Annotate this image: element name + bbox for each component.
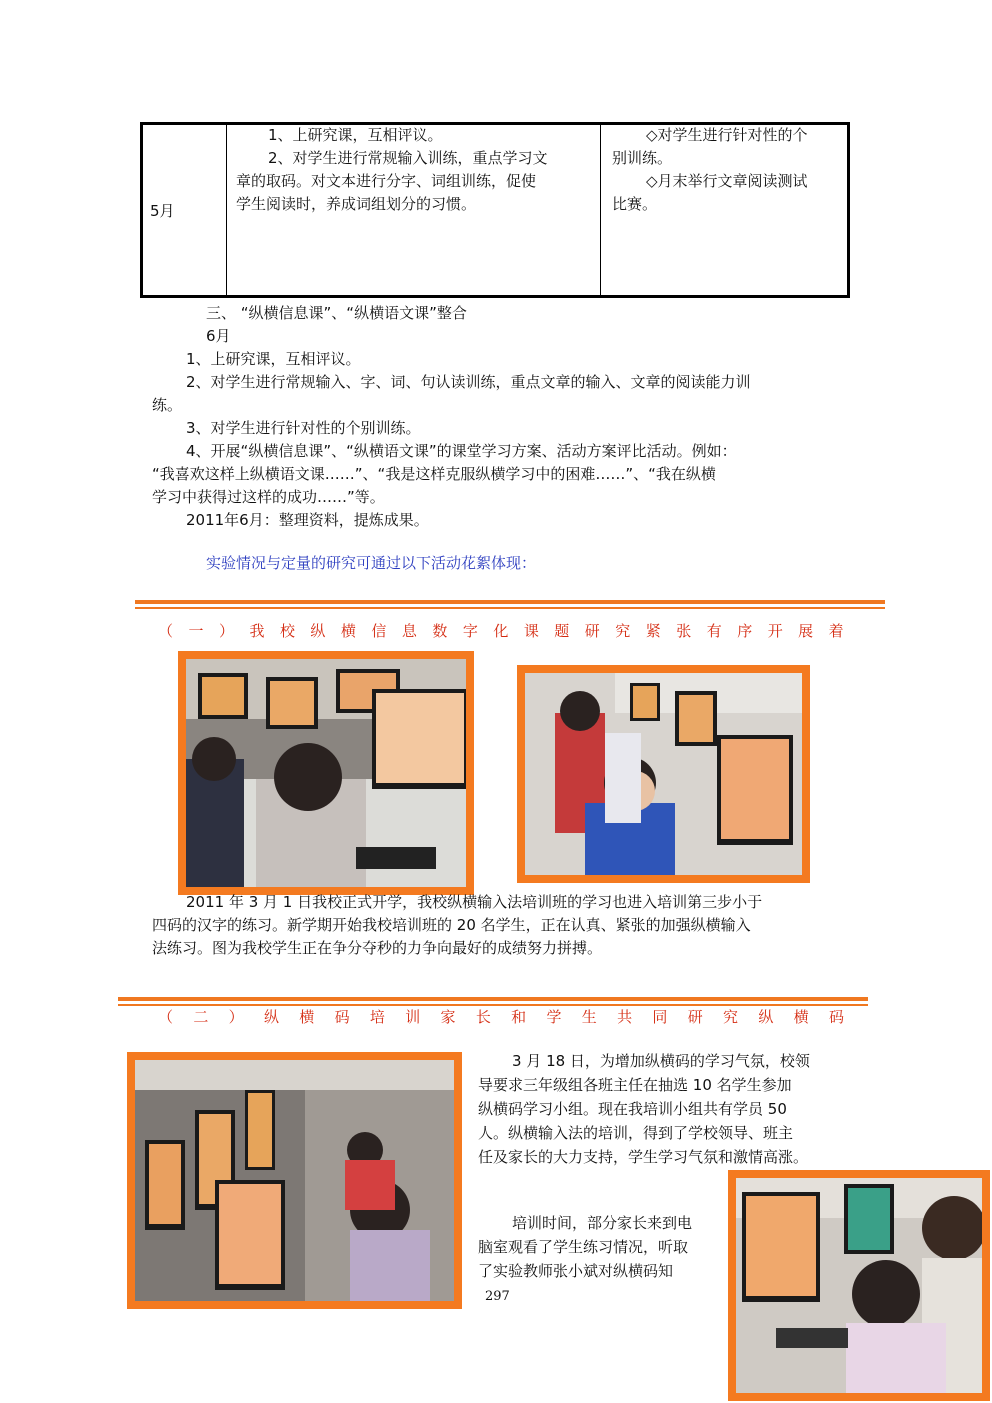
paragraph-line: 培训时间，部分家长来到电 <box>512 1214 693 1232</box>
heading-char: 张 <box>676 622 692 640</box>
heading-char: ） <box>228 1008 244 1026</box>
photo-image <box>135 1060 454 1301</box>
table-content-line: 章的取码。对文本进行分字、词组训练，促使 <box>236 172 537 190</box>
photo-training-lab <box>127 1052 462 1309</box>
heading-char: 研 <box>584 622 600 640</box>
heading-char: 我 <box>249 622 265 640</box>
photo-students-lab-1 <box>178 651 474 895</box>
heading-char: 展 <box>798 622 814 640</box>
intro-text: 实验情况与定量的研究可通过以下活动花絮体现： <box>206 554 537 572</box>
section-month: 6月 <box>206 327 231 345</box>
heading-char: （ <box>158 622 174 640</box>
caption-line: 2011 年 3 月 1 日我校正式开学，我校纵横输入法培训班的学习也进入培训第三步小于 <box>186 893 763 911</box>
paragraph-line: 任及家长的大力支持，学生学习气氛和激情高涨。 <box>478 1148 809 1166</box>
photo-image <box>525 673 802 875</box>
paragraph-line: 了实验教师张小斌对纵横码知 <box>478 1262 674 1280</box>
photo-image <box>186 659 466 887</box>
heading-char: 横 <box>299 1008 315 1026</box>
heading-char: 数 <box>432 622 448 640</box>
heading-char: 横 <box>340 622 356 640</box>
heading-divider <box>135 607 885 609</box>
heading-char: 究 <box>723 1008 739 1026</box>
heading-char: 和 <box>511 1008 527 1026</box>
heading-char: 家 <box>440 1008 456 1026</box>
heading-char: 字 <box>462 622 478 640</box>
heading-divider <box>118 997 868 1001</box>
heading-char: ） <box>218 622 234 640</box>
heading-char: 共 <box>617 1008 633 1026</box>
heading-char: （ <box>158 1008 174 1026</box>
table-notes-line: 别训练。 <box>612 149 673 167</box>
paragraph-line: 脑室观看了学生练习情况，听取 <box>478 1238 689 1256</box>
table-column-divider <box>226 125 227 295</box>
section-line: 1、上研究课，互相评议。 <box>186 350 361 368</box>
heading-char: 开 <box>767 622 783 640</box>
heading-char: 纵 <box>758 1008 774 1026</box>
section-title: 三、 “纵横信息课”、“纵横语文课”整合 <box>206 304 467 322</box>
table-content-line: 1、上研究课，互相评议。 <box>268 126 443 144</box>
section-line: 学习中获得过这样的成功……”等。 <box>152 488 385 506</box>
table-content-line: 2、对学生进行常规输入训练，重点学习文 <box>268 149 548 167</box>
table-content-line: 学生阅读时，养成词组划分的习惯。 <box>236 195 477 213</box>
table-notes-line: 比赛。 <box>612 195 658 213</box>
paragraph-line: 3 月 18 日，为增加纵横码的学习气氛，校领 <box>512 1052 810 1070</box>
heading-char: 化 <box>493 622 509 640</box>
heading-1 <box>158 620 844 641</box>
caption-line: 法练习。图为我校学生正在争分夺秒的力争向最好的成绩努力拼搏。 <box>152 939 603 957</box>
photo-teacher-student <box>728 1170 990 1401</box>
table-notes-line: ◇对学生进行针对性的个 <box>646 126 808 144</box>
section-line: 2011年6月：整理资料，提炼成果。 <box>186 511 429 529</box>
heading-char: 同 <box>652 1008 668 1026</box>
heading-char: 校 <box>279 622 295 640</box>
heading-char: 纵 <box>263 1008 279 1026</box>
photo-students-lab-2 <box>517 665 810 883</box>
page-number: 297 <box>485 1289 510 1304</box>
heading-char: 培 <box>369 1008 385 1026</box>
heading-char: 学 <box>546 1008 562 1026</box>
heading-char: 长 <box>475 1008 491 1026</box>
heading-char: 纵 <box>310 622 326 640</box>
heading-char: 信 <box>371 622 387 640</box>
heading-char: 课 <box>523 622 539 640</box>
heading-char: 究 <box>615 622 631 640</box>
heading-char: 训 <box>405 1008 421 1026</box>
heading-char: 有 <box>706 622 722 640</box>
paragraph-line: 导要求三年级组各班主任在抽选 10 名学生参加 <box>478 1076 792 1094</box>
heading-divider <box>135 600 885 604</box>
section-line: 4、开展“纵横信息课”、“纵横语文课”的课堂学习方案、活动方案评比活动。例如： <box>186 442 737 460</box>
section-line: 练。 <box>152 396 183 414</box>
table-month-cell: 5月 <box>150 202 175 220</box>
heading-char: 序 <box>737 622 753 640</box>
heading-char: 生 <box>581 1008 597 1026</box>
heading-char: 码 <box>828 1008 844 1026</box>
heading-char: 研 <box>687 1008 703 1026</box>
heading-char: 一 <box>188 622 204 640</box>
heading-2 <box>158 1006 844 1027</box>
heading-char: 题 <box>554 622 570 640</box>
photo-image <box>736 1178 982 1393</box>
heading-char: 紧 <box>645 622 661 640</box>
section-line: 3、对学生进行针对性的个别训练。 <box>186 419 421 437</box>
heading-char: 横 <box>793 1008 809 1026</box>
section-line: “我喜欢这样上纵横语文课……”、“我是这样克服纵横学习中的困难……”、“我在纵横 <box>152 465 716 483</box>
heading-char: 二 <box>193 1008 209 1026</box>
heading-char: 着 <box>828 622 844 640</box>
heading-char: 息 <box>401 622 417 640</box>
table-notes-line: ◇月末举行文章阅读测试 <box>646 172 808 190</box>
paragraph-line: 人。纵横输入法的培训，得到了学校领导、班主 <box>478 1124 794 1142</box>
heading-char: 码 <box>334 1008 350 1026</box>
caption-line: 四码的汉字的练习。新学期开始我校培训班的 20 名学生，正在认真、紧张的加强纵横输入 <box>152 916 751 934</box>
section-line: 2、对学生进行常规输入、字、词、句认读训练，重点文章的输入、文章的阅读能力训 <box>186 373 751 391</box>
paragraph-line: 纵横码学习小组。现在我培训小组共有学员 50 <box>478 1100 787 1118</box>
table-column-divider <box>600 125 601 295</box>
